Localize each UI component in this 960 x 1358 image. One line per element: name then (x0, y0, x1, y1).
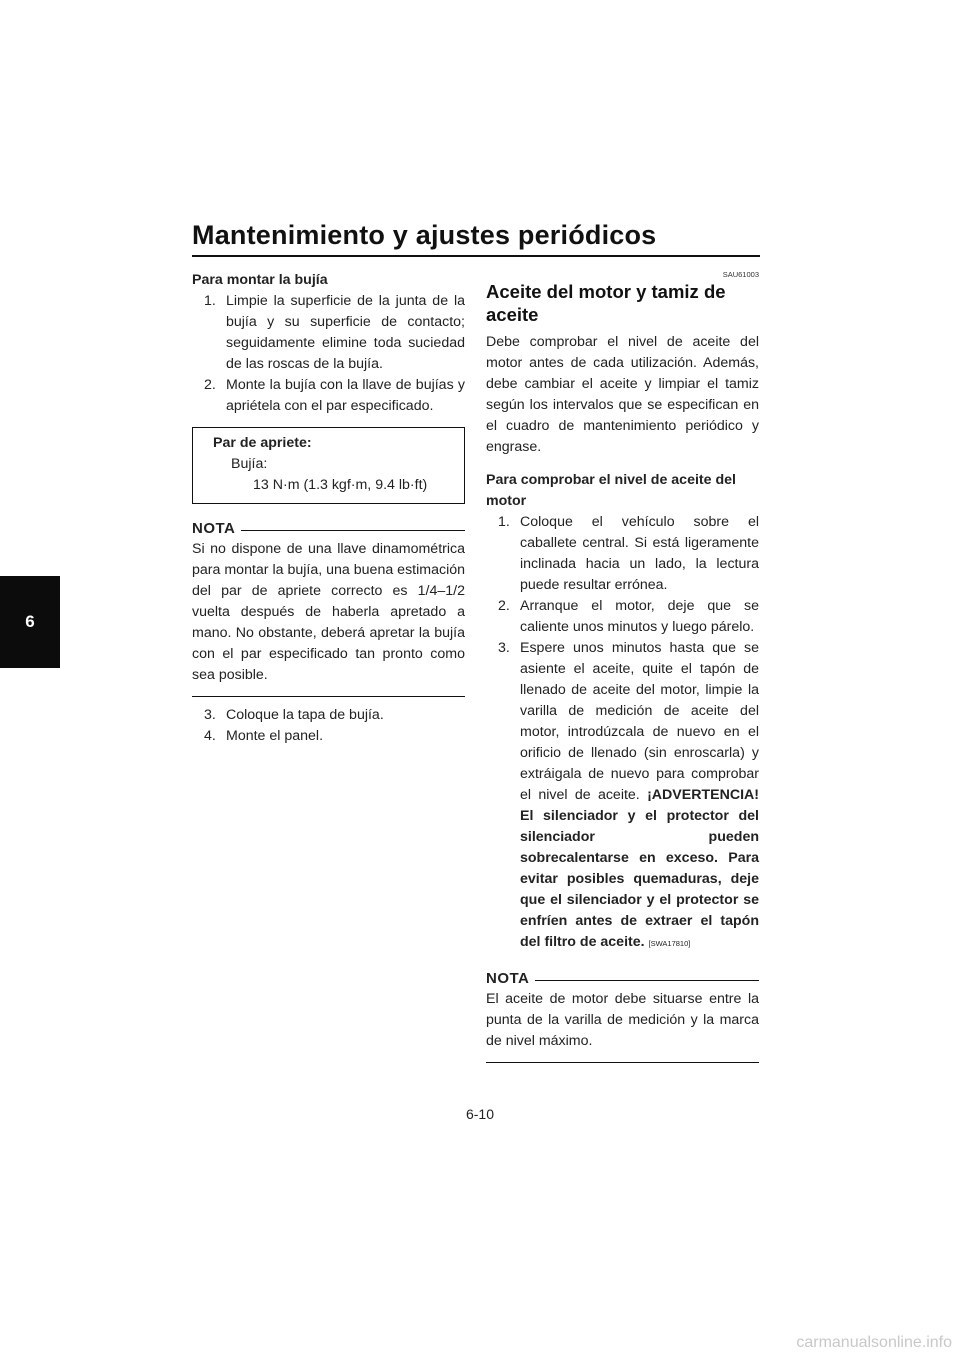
right-subheading: Para comprobar el nivel de aceite del motor (486, 472, 736, 509)
step-number: 1. (498, 514, 510, 530)
step-number: 3. (204, 707, 216, 723)
step-text: Monte la bujía con la llave de bujías y apriétela con el par especificado. (226, 377, 465, 414)
list-item (192, 375, 465, 417)
watermark: carmanualsonline.info (796, 1334, 952, 1351)
page-number: 6-10 (465, 1106, 495, 1122)
nota-rule (241, 530, 465, 531)
step-number: 4. (204, 728, 216, 744)
step-number: 2. (204, 377, 216, 393)
spec-label: Par de apriete: (213, 435, 312, 451)
spec-value: 13 N·m (1.3 kgf·m, 9.4 lb·ft) (253, 477, 428, 493)
list-item (192, 705, 465, 726)
section-code: SAU61003 (722, 270, 759, 279)
left-column (192, 270, 465, 747)
warning-text: ¡ADVERTENCIA! El silenciador y el protector del silenciador pueden sobrecalentarse en exceso. Para evitar posibles quemaduras, deje que el silenciador y el protector se enfríen antes de extraer el tapón del filtro de aceite. (520, 787, 759, 950)
list-item (486, 638, 759, 954)
nota-heading (486, 968, 759, 989)
section-title: Aceite del motor y tamiz de aceite (486, 281, 726, 325)
step-text: Espere unos minutos hasta que se asiente el aceite, quite el tapón de llenado de aceite del motor, limpie la varilla de medición de aceite del motor, introdúzcala de nuevo en el orificio de llenado (sin enroscarla) y extráigala de nuevo para comprobar el nivel de aceite. (520, 640, 759, 803)
list-item (486, 596, 759, 638)
title-rule (192, 255, 760, 257)
step-number: 3. (498, 640, 510, 656)
nota-end-rule (486, 1062, 759, 1063)
step-text: Arranque el motor, deje que se caliente unos minutos y luego párelo. (520, 598, 759, 635)
list-item (192, 726, 465, 747)
chapter-number: 6 (25, 612, 35, 631)
section-intro: Debe comprobar el nivel de aceite del motor antes de cada utilización. Además, debe cambiar el aceite y limpiar el tamiz según los intervalos que se especifican en el cuadro de mantenimiento periódico y engrase. (486, 334, 759, 455)
step-text: Limpie la superficie de la junta de la bujía y su superficie de contacto; seguidamente elimine toda suciedad de las roscas de la bujía. (226, 293, 465, 372)
spec-item: Bujía: (231, 456, 268, 472)
nota-rule (535, 980, 759, 981)
nota-text: El aceite de motor debe situarse entre la punta de la varilla de medición y la marca de nivel máximo. (486, 991, 759, 1049)
nota-heading (192, 518, 465, 539)
page-title: Mantenimiento y ajustes periódicos (192, 220, 657, 250)
step-text: Monte el panel. (226, 728, 324, 744)
step-text: Coloque el vehículo sobre el caballete central. Si está ligeramente inclinada hacia un lado, la lectura puede resultar errónea. (520, 514, 759, 593)
step-number: 2. (498, 598, 510, 614)
list-item (192, 291, 465, 375)
warning-code: [SWA17810] (648, 939, 691, 948)
chapter-tab (0, 576, 60, 668)
left-steps-b (192, 705, 465, 747)
list-item (486, 512, 759, 596)
step-number: 1. (204, 293, 216, 309)
left-subheading: Para montar la bujía (192, 272, 328, 288)
nota-text: Si no dispone de una llave dinamométrica para montar la bujía, una buena estimación del par de apriete correcto es 1/4–1/2 vuelta después de haberla apretado a mano. No obstante, deberá apretar la bujía con el par especificado tan pronto como sea posible. (192, 541, 465, 683)
left-steps-a (192, 291, 465, 417)
nota-end-rule (192, 696, 465, 697)
nota-label: NOTA (486, 970, 530, 987)
right-steps (486, 512, 759, 954)
torque-spec-box (192, 427, 465, 504)
step-text: Coloque la tapa de bujía. (226, 707, 384, 723)
nota-label: NOTA (192, 520, 236, 537)
right-column (486, 270, 759, 1063)
